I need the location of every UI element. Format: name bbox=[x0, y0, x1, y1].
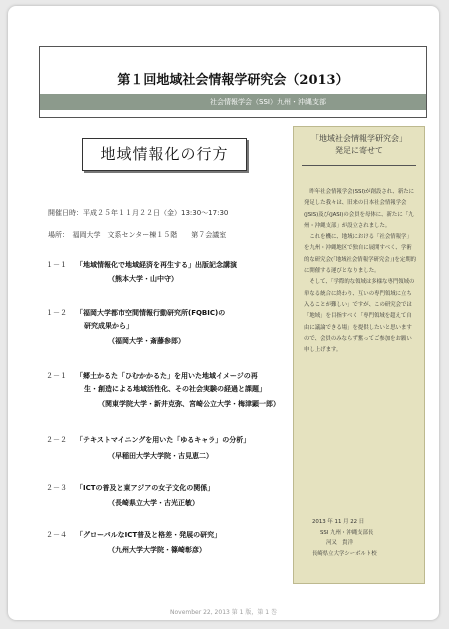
program-affiliation: （長崎県立大学・古光正敏） bbox=[108, 499, 199, 507]
program-affiliation: （早稲田大学大学院・古見恵二） bbox=[108, 452, 213, 460]
program-number: ２－１ bbox=[46, 372, 67, 380]
program-affiliation: （関東学院大学・新井克弥、宮崎公立大学・梅津顕一郎） bbox=[98, 400, 280, 408]
sidebar-paragraph: 昨年社会情報学会(SSI)が創設され、新たに発足した我々は、旧来の日本社会情報学会(JSIS)及び(JASI)の会員を母体に、新たに「九州・沖縄支部」が設立されました。 bbox=[304, 189, 414, 229]
page-title: 第１回地域社会情報学研究会（2013） bbox=[117, 73, 349, 88]
program-title: 「福岡大学都市空間情報行動研究所(FQBIC)の bbox=[76, 309, 226, 317]
program-number: １－１ bbox=[46, 261, 67, 269]
program-title-cont: 研究成果から」 bbox=[84, 322, 133, 330]
event-date: 開催日時：平成２５年１１月２２日（金）13:30～17:30 bbox=[48, 209, 229, 217]
program-affiliation: （九州大学大学院・篠崎彰彦） bbox=[108, 546, 206, 554]
sidebar-paragraph: これを機に、地域における「社会情報学」を九州・沖縄地区で独自に展開すべく、学術的な研究会(「地域社会情報学研究会」)を定期的に開催する運びとなりました。 bbox=[304, 234, 417, 275]
signature-date: 2013 年 11 月 22 日 bbox=[312, 519, 365, 525]
program-title-cont: 生・創造による地域活性化、その社会実験の経過と課題」 bbox=[84, 385, 266, 393]
sidebar-paragraph: そして、「学際的な領域は多様な専門領域の単なる統合に終わり、互いの専門領域に立ち入ることが難しい」ですが、この研究会では「地域」を目指すべく「専門領域を超えて自由に議論できる場」を提供したいと思いますので、会員のみならず奮ってご参加をお願い申し上げます。 bbox=[304, 279, 415, 354]
sidebar-signature bbox=[312, 517, 422, 559]
society-subtitle-bar: 社会情報学会（SSI）九州・沖縄支部 bbox=[40, 94, 426, 110]
sidebar-title bbox=[294, 133, 424, 157]
signature-title: SSI 九州・沖縄支部長 bbox=[320, 529, 374, 536]
program-number: ２－３ bbox=[46, 484, 67, 492]
sidebar-title-line2: 発足に寄せて bbox=[335, 146, 383, 155]
theme-heading: 地域情報化の行方 bbox=[82, 138, 247, 171]
signature-org: 長崎県立大学シーボルト校 bbox=[312, 550, 377, 557]
program-title: 「グローバルなICT普及と格差・発展の研究」 bbox=[76, 531, 222, 539]
program-number: ２－４ bbox=[46, 531, 67, 539]
program-number: ２－２ bbox=[46, 436, 67, 444]
header-box bbox=[39, 46, 427, 118]
sidebar-divider bbox=[302, 165, 416, 166]
program-title: 「テキストマイニングを用いた「ゆるキャラ」の分析」 bbox=[76, 436, 251, 444]
program-title: 「地域情報化で地域経済を再生する」出版記念講演 bbox=[76, 261, 237, 269]
signature-name: 河又 貴洋 bbox=[326, 540, 353, 546]
program-affiliation: （福岡大学・斎藤参郎） bbox=[108, 337, 185, 345]
sidebar-title-line1: 「地域社会情報学研究会」 bbox=[311, 134, 407, 143]
page-sheet bbox=[8, 6, 439, 620]
program-title: 「郷土かるた「ひむかかるた」を用いた地域イメージの再 bbox=[76, 372, 258, 380]
event-venue: 場所： 福岡大学 文系センター棟１５階 第７会議室 bbox=[48, 231, 227, 239]
program-title: 「ICTの普及と東アジアの女子文化の関係」 bbox=[76, 484, 215, 492]
page-footer: November 22, 2013 第 1 版，第 1 巻 bbox=[169, 609, 277, 616]
program-number: １－２ bbox=[46, 309, 67, 317]
program-affiliation: （熊本大学・山中守） bbox=[108, 275, 178, 283]
sidebar-body bbox=[304, 187, 416, 356]
sidebar-message bbox=[293, 126, 425, 584]
